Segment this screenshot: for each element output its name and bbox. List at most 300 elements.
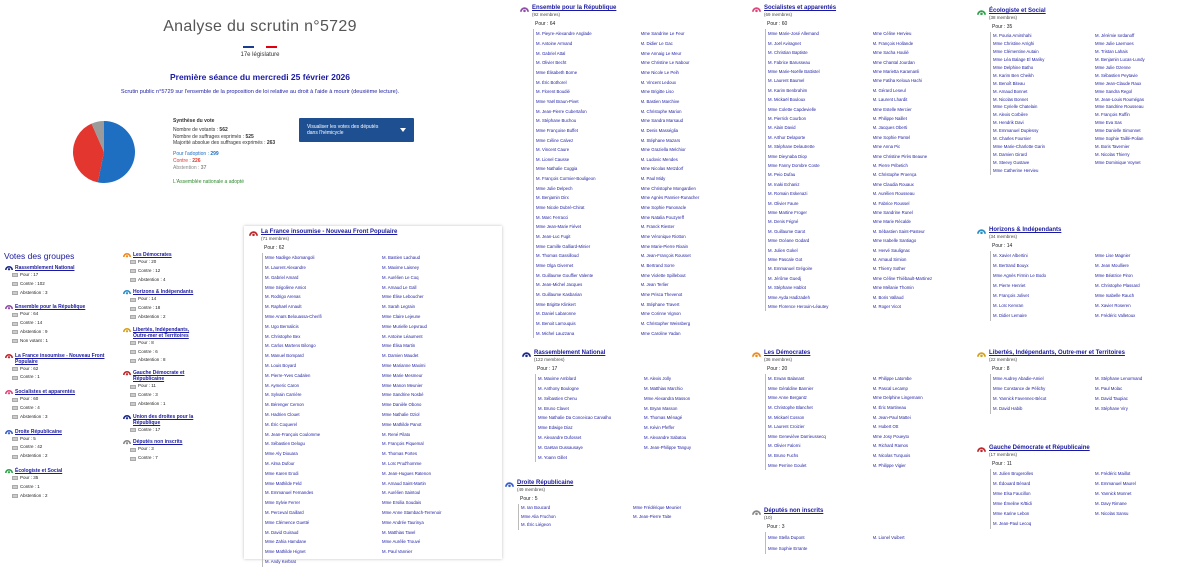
member-link[interactable]: M. Thierry Sother: [872, 266, 906, 272]
member-link[interactable]: M. Nicolas Sansu: [1095, 510, 1129, 516]
member-link[interactable]: M. Louis Boyard: [265, 363, 297, 369]
member-link[interactable]: M. Matthias Marchio: [644, 386, 683, 392]
member-link[interactable]: Mme Julie Laernoes: [1095, 41, 1134, 47]
member-link[interactable]: Mme Marie-Pierre Rixain: [640, 243, 689, 249]
member-link[interactable]: Mme Catherine Hervieu: [993, 167, 1039, 173]
member-link[interactable]: M. Florent Boudié: [536, 89, 570, 95]
member-link[interactable]: M. Mickaël Cosson: [768, 414, 805, 420]
member-link[interactable]: M. Steevy Gustave: [993, 159, 1030, 165]
member-link[interactable]: M. Didier Lemaire: [993, 312, 1027, 318]
member-link[interactable]: M. Ian Boucard: [521, 505, 551, 511]
member-link[interactable]: M. David Guiraud: [265, 529, 299, 535]
member-link[interactable]: M. Jean-Pierre Cubertafon: [536, 108, 587, 114]
member-link[interactable]: M. Hendrik Davi: [993, 120, 1024, 126]
member-link[interactable]: M. Romain Eskenazi: [768, 191, 808, 197]
member-link[interactable]: Mme Nathalie Coggia: [536, 166, 578, 172]
member-link[interactable]: Mme Dominique Voynet: [1095, 159, 1141, 165]
member-link[interactable]: M. Maxime Amblard: [538, 376, 576, 382]
member-link[interactable]: M. Stéphane Mazars: [640, 137, 681, 143]
member-link[interactable]: M. Jean-Luc Fugit: [536, 234, 571, 240]
member-link[interactable]: M. Damien Girard: [993, 151, 1027, 157]
member-link[interactable]: M. Emmanuel Duplessy: [993, 128, 1039, 134]
toggle-icon[interactable]: [12, 494, 18, 498]
group-title[interactable]: Rassemblement National: [534, 350, 606, 356]
member-link[interactable]: M. Yannick Favennec-Bécot: [993, 396, 1047, 402]
member-link[interactable]: M. Emmanuel Grégoire: [768, 266, 813, 272]
member-link[interactable]: Mme Marie Récalde: [872, 219, 911, 225]
member-link[interactable]: Mme Léa Balage El Mariky: [993, 57, 1045, 63]
member-link[interactable]: M. Christophe Bex: [265, 333, 301, 339]
member-link[interactable]: Mme Andrée Taurinya: [382, 519, 424, 525]
member-link[interactable]: Mme Sandra Regol: [1095, 88, 1133, 94]
member-link[interactable]: M. Nicolas Turquois: [872, 453, 911, 459]
member-link[interactable]: M. Raphaël Arnault: [265, 304, 302, 310]
toggle-icon[interactable]: [12, 339, 18, 343]
member-link[interactable]: Mme Mélanie Thomin: [872, 285, 914, 291]
toggle-icon[interactable]: [12, 330, 18, 334]
member-link[interactable]: Mme Christine Pirès Beaune: [872, 153, 928, 159]
member-link[interactable]: M. Rodrigo Arenas: [265, 294, 301, 300]
member-link[interactable]: Mme Murielle Lepvraud: [382, 323, 427, 329]
member-link[interactable]: Mme Zahia Hamdane: [265, 539, 307, 545]
member-link[interactable]: M. Fabrice Barusseau: [768, 59, 811, 65]
member-link[interactable]: M. Sébastien Delogu: [265, 441, 305, 447]
member-link[interactable]: M. Pierre Henriet: [993, 283, 1026, 289]
member-link[interactable]: Mme Audrey Abadie-Amiel: [993, 376, 1044, 382]
member-link[interactable]: M. Christophe Plassard: [1095, 283, 1140, 289]
member-link[interactable]: Mme Mathilde Panot: [382, 421, 422, 427]
member-link[interactable]: M. Christopher Weissberg: [640, 320, 691, 326]
member-link[interactable]: M. François Piquemal: [382, 441, 424, 447]
member-link[interactable]: M. Aymeric Caron: [265, 382, 300, 388]
member-link[interactable]: M. Karim Benbrahim: [768, 87, 808, 93]
group-title[interactable]: Socialistes et apparentés: [764, 5, 837, 11]
member-link[interactable]: Mme Florence Herouin-Léautey: [768, 304, 829, 310]
member-link[interactable]: M. Paul Molac: [1095, 386, 1123, 392]
member-link[interactable]: M. François Cormier-Bouligeon: [536, 176, 596, 182]
member-link[interactable]: M. Stéphane Lenormand: [1095, 376, 1143, 382]
group-title[interactable]: Écologiste et Social: [989, 8, 1046, 14]
member-link[interactable]: Mme Sophie Taillé-Polian: [1095, 136, 1144, 142]
member-link[interactable]: M. Paul Vannier: [382, 549, 413, 555]
sidebar-group[interactable]: [118, 252, 203, 284]
member-link[interactable]: M. Perceval Gaillard: [265, 510, 304, 516]
toggle-icon[interactable]: [12, 446, 18, 450]
member-link[interactable]: M. Inaki Echaniz: [768, 181, 800, 187]
toggle-icon[interactable]: [130, 298, 136, 302]
sidebar-group-name[interactable]: Union des droites pour la République: [133, 413, 194, 426]
member-link[interactable]: M. Bryan Masson: [644, 405, 678, 411]
member-link[interactable]: Mme Nathalie Oziol: [382, 412, 420, 418]
member-link[interactable]: M. François Ruffin: [1095, 112, 1130, 118]
member-link[interactable]: M. Joël Aviragnet: [768, 40, 801, 46]
member-link[interactable]: M. Arnaud Simion: [872, 257, 907, 263]
member-link[interactable]: M. Thomas Ménagé: [644, 415, 683, 421]
member-link[interactable]: Mme Marianne Maximi: [382, 363, 426, 369]
toggle-icon[interactable]: [130, 385, 136, 389]
toggle-icon[interactable]: [130, 269, 136, 273]
member-link[interactable]: M. Arnaud Le Gall: [382, 284, 417, 290]
member-link[interactable]: Mme Anne Bergantz: [768, 395, 807, 401]
member-link[interactable]: Mme Frédérique Meunier: [633, 505, 682, 511]
sidebar-group[interactable]: [118, 289, 203, 321]
member-link[interactable]: M. Maxime Laisney: [382, 265, 420, 271]
toggle-icon[interactable]: [12, 455, 18, 459]
member-link[interactable]: M. Éric Martineau: [872, 405, 907, 411]
member-link[interactable]: Mme Marietta Karamanli: [872, 68, 920, 74]
member-link[interactable]: Mme Karine Lebon: [993, 510, 1030, 516]
member-link[interactable]: M. Charles Fournier: [993, 136, 1031, 142]
toggle-icon[interactable]: [12, 322, 18, 326]
member-link[interactable]: Mme Christine Arrighi: [993, 41, 1035, 47]
member-link[interactable]: Mme Colette Capdevielle: [768, 106, 817, 112]
member-link[interactable]: M. Ugo Bernalicis: [265, 323, 299, 329]
member-link[interactable]: M. Bérenger Cernon: [265, 402, 304, 408]
member-link[interactable]: M. Paul Midy: [640, 176, 666, 182]
member-link[interactable]: M. Antoine Armand: [536, 40, 573, 46]
member-link[interactable]: Mme Aly Diouara: [265, 451, 298, 457]
member-link[interactable]: Mme Alia Fruchon: [521, 513, 556, 519]
group-title[interactable]: Les Démocrates: [764, 350, 811, 356]
member-link[interactable]: M. Éric Liégeon: [521, 522, 551, 528]
member-link[interactable]: M. Franck Riester: [640, 224, 675, 230]
member-link[interactable]: M. Sébastien Peytavie: [1095, 72, 1138, 78]
toggle-icon[interactable]: [130, 428, 136, 432]
member-link[interactable]: M. Guillaume Garot: [768, 228, 806, 234]
member-link[interactable]: Mme Nicole Le Peih: [640, 69, 679, 75]
member-link[interactable]: Mme Sandrine Nosbé: [382, 392, 424, 398]
sidebar-group-name[interactable]: Socialistes et apparentés: [15, 389, 76, 396]
member-link[interactable]: Mme Claudia Rouaux: [872, 181, 914, 187]
member-link[interactable]: M. Didier Le Gac: [640, 40, 673, 46]
group-title[interactable]: La France insoumise - Nouveau Front Populaire: [261, 229, 398, 235]
member-link[interactable]: M. Stéphane Buchou: [536, 118, 577, 124]
member-link[interactable]: Mme Martine Froger: [768, 210, 807, 216]
toggle-icon[interactable]: [130, 402, 136, 406]
member-link[interactable]: M. Philippe Latombe: [872, 376, 912, 382]
member-link[interactable]: M. Lionel Causse: [536, 156, 570, 162]
member-link[interactable]: M. Laurent Baumel: [768, 78, 805, 84]
member-link[interactable]: M. François Jolivet: [993, 292, 1029, 298]
group-title[interactable]: Droite Républicaine: [517, 480, 574, 486]
member-link[interactable]: M. Alain David: [768, 125, 796, 131]
member-link[interactable]: M. Xavier Roseren: [1095, 302, 1131, 308]
member-link[interactable]: M. René Pilato: [382, 431, 411, 437]
member-link[interactable]: Mme Claire Lejeune: [382, 314, 421, 320]
member-link[interactable]: Mme Prisca Thevenot: [640, 292, 683, 298]
sidebar-group-name[interactable]: La France insoumise - Nouveau Front Populaire: [15, 352, 105, 365]
member-link[interactable]: M. Julien Gokel: [768, 247, 798, 253]
member-link[interactable]: M. Jean-Pierre Taite: [633, 513, 672, 519]
member-link[interactable]: Mme Brigitte Klinkert: [536, 301, 576, 307]
member-link[interactable]: Mme Marie Mesmeur: [382, 372, 423, 378]
member-link[interactable]: M. Pieyre-Alexandre Anglade: [536, 31, 592, 37]
toggle-icon[interactable]: [130, 260, 136, 264]
sidebar-group-name[interactable]: Écologiste et Social: [15, 467, 63, 474]
toggle-icon[interactable]: [12, 485, 18, 489]
member-link[interactable]: M. Denis Masséglia: [640, 127, 678, 133]
member-link[interactable]: M. Kévin Pfeffer: [644, 425, 675, 431]
member-link[interactable]: M. Arnaud Saint-Martin: [382, 480, 426, 486]
member-link[interactable]: Mme Camille Galliard-Minier: [536, 243, 591, 249]
member-link[interactable]: M. Nicolas Bonnet: [993, 96, 1028, 102]
member-link[interactable]: Mme Sandrine Le Feur: [640, 31, 685, 37]
member-link[interactable]: M. Jean-François Rousset: [640, 253, 691, 259]
member-link[interactable]: Mme Sandra Marsaud: [640, 118, 684, 124]
member-link[interactable]: M. Vincent Ledoux: [640, 79, 677, 85]
member-link[interactable]: M. Tristan Lahais: [1095, 49, 1128, 55]
toggle-icon[interactable]: [130, 307, 136, 311]
member-link[interactable]: M. Loïc Prud'homme: [382, 461, 422, 467]
member-link[interactable]: M. Christian Baptiste: [768, 50, 808, 56]
member-link[interactable]: M. Xavier Albertini: [993, 253, 1028, 259]
member-link[interactable]: M. Andy Kerbrat: [265, 559, 296, 564]
toggle-icon[interactable]: [12, 313, 18, 317]
member-link[interactable]: Mme Anne Stambach-Terrenoir: [382, 510, 442, 516]
member-link[interactable]: Mme Anaïs Belouassa-Cherifi: [265, 314, 322, 320]
member-link[interactable]: M. Jean Terlier: [640, 282, 669, 288]
member-link[interactable]: Mme Danielle Simonnet: [1095, 128, 1141, 134]
member-link[interactable]: M. Gérard Leseul: [872, 87, 906, 93]
member-link[interactable]: M. Jean-Hugues Ratenon: [382, 470, 431, 476]
member-link[interactable]: M. Aurélien Le Coq: [382, 274, 419, 280]
member-link[interactable]: M. Alexandre Sabatou: [644, 435, 687, 441]
member-link[interactable]: M. Jean-Paul Mattei: [872, 414, 911, 420]
member-link[interactable]: M. Emmanuel Maurel: [1095, 481, 1136, 487]
member-link[interactable]: Mme Océane Godard: [768, 238, 810, 244]
member-link[interactable]: M. Mickaël Bouloux: [768, 97, 806, 103]
member-link[interactable]: M. Bertrand Sorre: [640, 263, 675, 269]
member-link[interactable]: Mme Céline Thiébault-Martinez: [872, 275, 933, 281]
member-link[interactable]: Mme Ersilia Soudais: [382, 500, 422, 506]
group-title[interactable]: Ensemble pour la République: [532, 5, 617, 11]
toggle-icon[interactable]: [12, 476, 18, 480]
toggle-icon[interactable]: [12, 291, 18, 295]
member-link[interactable]: Mme Nadège Abomangoli: [265, 255, 315, 261]
sidebar-group[interactable]: [118, 414, 203, 435]
member-link[interactable]: Mme Françoise Buffet: [536, 127, 578, 133]
member-link[interactable]: M. Pierrick Courbon: [768, 115, 806, 121]
member-link[interactable]: M. Roger Vicot: [872, 304, 901, 310]
member-link[interactable]: Mme Perrine Goulet: [768, 462, 807, 468]
member-link[interactable]: M. Gaëtan Dussausaye: [538, 444, 583, 450]
member-link[interactable]: Mme Karen Erodi: [265, 470, 299, 476]
member-link[interactable]: M. Richard Ramos: [872, 443, 909, 449]
member-link[interactable]: M. Christophe Proença: [872, 172, 917, 178]
member-link[interactable]: Mme Aurélie Trouvé: [382, 539, 421, 545]
sidebar-group[interactable]: [118, 370, 203, 408]
member-link[interactable]: M. Jean-Louis Roumégas: [1095, 96, 1144, 102]
member-link[interactable]: Mme Élisa Martin: [382, 343, 416, 349]
member-link[interactable]: M. Thomas Gassilloud: [536, 253, 579, 259]
member-link[interactable]: M. Daniel Labaronne: [536, 311, 576, 317]
member-link[interactable]: M. Lionel Vuibert: [872, 535, 905, 541]
member-link[interactable]: Mme Fatiha Keloua Hachi: [872, 78, 922, 84]
member-link[interactable]: Mme Sophie Errante: [768, 546, 808, 552]
member-link[interactable]: M. Julien Brugerolles: [993, 471, 1034, 477]
member-link[interactable]: M. David Taupiac: [1095, 396, 1128, 402]
sidebar-group-name[interactable]: Gauche Démocrate et Républicaine: [133, 370, 185, 383]
member-link[interactable]: M. Stéphane Viry: [1095, 406, 1128, 412]
member-link[interactable]: Mme Manon Meunier: [382, 382, 423, 388]
member-link[interactable]: M. Alexis Corbière: [993, 112, 1028, 118]
sidebar-group[interactable]: [118, 327, 203, 365]
toggle-icon[interactable]: [12, 273, 18, 277]
member-link[interactable]: M. Bertrand Bouyx: [993, 263, 1029, 269]
member-link[interactable]: Mme Annaig Le Meur: [640, 50, 682, 56]
member-link[interactable]: Mme Julie Ozenne: [1095, 64, 1131, 70]
member-link[interactable]: Mme Cyrielle Chatelain: [993, 104, 1038, 110]
sidebar-group-name[interactable]: Libertés, Indépendants, Outre-mer et Territoires: [133, 326, 190, 339]
member-link[interactable]: Mme Émeline K/Bidi: [993, 501, 1032, 507]
member-link[interactable]: M. Jacques Oberti: [872, 125, 908, 131]
member-link[interactable]: M. Benjamin Dirx: [536, 195, 569, 201]
member-link[interactable]: M. Olivier Faure: [768, 200, 799, 206]
member-link[interactable]: Mme Ayda Hadizadeh: [768, 294, 810, 300]
hemicycle-votes-button[interactable]: [299, 118, 414, 142]
member-link[interactable]: Mme Graziella Melchior: [640, 147, 686, 153]
toggle-icon[interactable]: [130, 393, 136, 397]
member-link[interactable]: Mme Sophie Panonacle: [640, 205, 687, 211]
sidebar-group-name[interactable]: Droite Républicaine: [15, 428, 62, 435]
member-link[interactable]: Mme Alexandra Masson: [644, 395, 691, 401]
sidebar-group-name[interactable]: Rassemblement National: [15, 265, 75, 271]
member-link[interactable]: M. Jean-François Coulomme: [265, 431, 321, 437]
member-link[interactable]: M. Guillaume Kasbarian: [536, 292, 582, 298]
member-link[interactable]: Mme Élisabeth Borne: [536, 69, 578, 75]
member-link[interactable]: M. Hubert Ott: [872, 424, 899, 430]
member-link[interactable]: Mme Géraldine Bannier: [768, 385, 814, 391]
member-link[interactable]: M. Carlos Martens Bilongo: [265, 343, 316, 349]
member-link[interactable]: M. Sarah Legrain: [382, 304, 415, 310]
member-link[interactable]: Mme Isabelle Santiago: [872, 238, 917, 244]
member-link[interactable]: Mme Mathilde Hignet: [265, 549, 306, 555]
sidebar-group[interactable]: [0, 353, 120, 383]
member-link[interactable]: Mme Nathalie Da Conceicao Carvalho: [538, 415, 612, 421]
member-link[interactable]: M. Alexis Jolly: [644, 376, 671, 382]
member-link[interactable]: Mme Elsa Faucillon: [993, 491, 1031, 497]
member-link[interactable]: Mme Agnès Firmin Le Bodo: [993, 273, 1047, 279]
group-title[interactable]: Horizons & Indépendants: [989, 227, 1062, 233]
member-link[interactable]: M. Denis Fégné: [768, 219, 799, 225]
group-title[interactable]: Députés non inscrits: [764, 508, 824, 514]
member-link[interactable]: M. Laurent Alexandre: [265, 265, 306, 271]
member-link[interactable]: Mme Nicole Dubré-Chirat: [536, 205, 585, 211]
member-link[interactable]: M. Christophe Marion: [640, 108, 682, 114]
toggle-icon[interactable]: [130, 350, 136, 354]
member-link[interactable]: M. Stéphane Travert: [640, 301, 680, 307]
member-link[interactable]: M. Fabrice Roussel: [872, 200, 910, 206]
member-link[interactable]: Mme Christophe Mongardien: [640, 185, 696, 191]
toggle-icon[interactable]: [12, 282, 18, 286]
member-link[interactable]: M. Aurélien Saintoul: [382, 490, 421, 496]
member-link[interactable]: M. Jérôme Guedj: [768, 275, 801, 281]
member-link[interactable]: M. Anthony Boulogne: [538, 386, 579, 392]
sidebar-group[interactable]: [118, 439, 203, 463]
member-link[interactable]: M. Stéphane Hablot: [768, 285, 806, 291]
member-link[interactable]: Mme Ségolène Amiot: [265, 284, 306, 290]
member-link[interactable]: Mme Sandrine Rousseau: [1095, 104, 1144, 110]
member-link[interactable]: Mme Marie-José Allemand: [768, 31, 819, 37]
member-link[interactable]: M. Alexandre Dufosset: [538, 435, 582, 441]
toggle-icon[interactable]: [130, 457, 136, 461]
toggle-icon[interactable]: [12, 437, 18, 441]
member-link[interactable]: M. Benoît Biteau: [993, 80, 1025, 86]
member-link[interactable]: M. Benoit Larrouquis: [536, 320, 576, 326]
member-link[interactable]: M. Bruno Clavet: [538, 405, 569, 411]
member-link[interactable]: Mme Élise Leboucher: [382, 294, 424, 300]
member-link[interactable]: M. Marc Ferracci: [536, 214, 569, 220]
member-link[interactable]: Mme Marie-Noëlle Battistel: [768, 68, 820, 74]
member-link[interactable]: M. Boris Tavernier: [1095, 143, 1130, 149]
member-link[interactable]: M. Jérémie Iordanoff: [1095, 33, 1135, 39]
member-link[interactable]: Mme Marie-Charlotte Garin: [993, 143, 1046, 149]
member-link[interactable]: M. Jean-Michel Jacques: [536, 282, 583, 288]
toggle-icon[interactable]: [12, 406, 18, 410]
member-link[interactable]: M. Philippe Naillet: [872, 115, 907, 121]
member-link[interactable]: M. Jean Moulliere: [1095, 263, 1129, 269]
member-link[interactable]: M. Alma Dufour: [265, 461, 295, 467]
member-link[interactable]: Mme Delphine Batho: [993, 64, 1034, 70]
group-title[interactable]: Libertés, Indépendants, Outre-mer et Territoires: [989, 350, 1125, 356]
member-link[interactable]: Mme Jean-Claude Raux: [1095, 80, 1142, 86]
member-link[interactable]: M. David Habib: [993, 406, 1023, 412]
member-link[interactable]: M. Ludovic Mendes: [640, 156, 678, 162]
toggle-icon[interactable]: [130, 359, 136, 363]
member-link[interactable]: Mme Dieynaba Diop: [768, 153, 807, 159]
member-link[interactable]: M. Sylvain Carrière: [265, 392, 302, 398]
member-link[interactable]: M. Boris Vallaud: [872, 294, 904, 300]
sidebar-group[interactable]: [0, 265, 120, 297]
member-link[interactable]: M. Laurent Croizier: [768, 424, 805, 430]
member-link[interactable]: M. Frédéric Maillot: [1095, 471, 1131, 477]
member-link[interactable]: M. Yoann Gillet: [538, 454, 567, 460]
member-link[interactable]: Mme Sylvie Ferrer: [265, 500, 301, 506]
member-link[interactable]: Mme Clémentine Autain: [993, 49, 1039, 55]
member-link[interactable]: Mme Mathilde Feld: [265, 480, 302, 486]
member-link[interactable]: M. Éric Coquerel: [265, 421, 297, 427]
member-link[interactable]: Mme Véronique Riotton: [640, 234, 686, 240]
toggle-icon[interactable]: [12, 398, 18, 402]
member-link[interactable]: M. Manuel Bompard: [265, 353, 304, 359]
member-link[interactable]: Mme Christine Le Nabour: [640, 60, 690, 66]
member-link[interactable]: Mme Céline Hervieu: [872, 31, 912, 37]
member-link[interactable]: M. Damien Maudet: [382, 353, 419, 359]
member-link[interactable]: Mme Natalia Pouzyreff: [640, 214, 684, 220]
member-link[interactable]: Mme Clémence Guetté: [265, 519, 310, 525]
sidebar-group-name[interactable]: Horizons & Indépendants: [133, 289, 194, 296]
member-link[interactable]: Mme Agnès Pannier-Runacher: [640, 195, 700, 201]
member-link[interactable]: M. Édouard Bénard: [993, 481, 1031, 487]
member-link[interactable]: Mme Violette Spillebout: [640, 272, 686, 278]
member-link[interactable]: M. Gabriel Attal: [536, 50, 566, 56]
sidebar-group[interactable]: [0, 429, 120, 461]
member-link[interactable]: M. Jean-Philippe Tanguy: [644, 444, 691, 450]
member-link[interactable]: Mme Fanny Dombre Coste: [768, 162, 820, 168]
member-link[interactable]: Mme Olga Givernet: [536, 263, 574, 269]
member-link[interactable]: M. François Hollande: [872, 40, 914, 46]
member-link[interactable]: Mme Caroline Yadan: [640, 330, 681, 336]
member-link[interactable]: M. Thomas Portes: [382, 451, 418, 457]
member-link[interactable]: Mme Céline Calvez: [536, 137, 574, 143]
member-link[interactable]: M. Bastien Marchive: [640, 98, 680, 104]
member-link[interactable]: Mme Sandrine Runel: [872, 210, 913, 216]
member-link[interactable]: M. Karim Ben Cheikh: [993, 72, 1034, 78]
member-link[interactable]: M. Éric Bothorel: [536, 79, 567, 85]
member-link[interactable]: M. Yannick Monnet: [1095, 491, 1132, 497]
member-link[interactable]: M. Pierre Pribetich: [872, 162, 908, 168]
member-link[interactable]: M. Olivier Falorni: [768, 443, 801, 449]
